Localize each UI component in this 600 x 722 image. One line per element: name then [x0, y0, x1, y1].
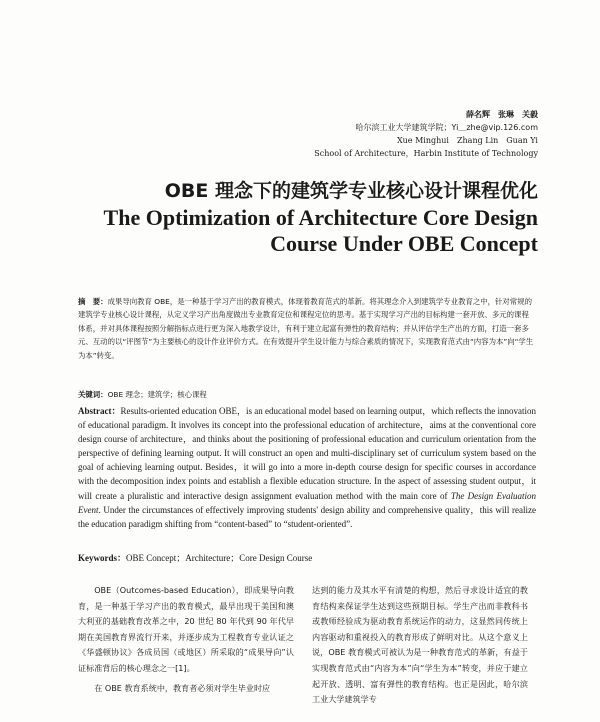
author-affiliation-zh: 哈尔滨工业大学建筑学院；Yi＿zhe@vip.126.com: [355, 123, 538, 132]
abstract-en-label: Abstract：: [78, 406, 121, 416]
abstract-zh-label: 摘 要：: [78, 297, 108, 306]
title-en-line1: The Optimization of Architecture Core Design: [103, 205, 538, 230]
keywords-en: [78, 552, 536, 565]
body-column-left: [78, 583, 294, 696]
abstract-zh: [78, 295, 536, 362]
author-names-en: Xue Minghui Zhang Lin Guan Yi: [396, 136, 538, 145]
title-zh: OBE 理念下的建筑学专业核心设计课程优化: [164, 180, 538, 202]
title-en-line2: Course Under OBE Concept: [270, 231, 538, 256]
abstract-en-italic: The Design Evaluation Event: [78, 490, 536, 515]
author-affiliation-en: School of Architecture，Harbin Institute of Technology: [314, 149, 538, 158]
body-paragraph: 达到的能力及其水平有清楚的构想，然后寻求设计适宜的教育结构来保证学生达到这些预期目标。学生产出而非教科书或教师经验成为驱动教育系统运作的动力，这显然同传统上内容驱动和重视投入的教育形成了鲜明对比。从这个意义上说，OBE 教育模式可被认为是一种教育范式的革新，有益于实现教育范式由“内容为本”向“学生为本”转变，并应于建立起开放、透明、富有弹性的教育结构。也正是因此，哈尔滨工业大学建筑学专: [312, 585, 528, 705]
body-paragraph: OBE（Outcomes-based Education），即成果导向教育，是一种基于学习产出的教育模式，最早出现于美国和澳大利亚的基础教育改革之中，20 世纪 80 年代到 90 年代早期在美国教育界流行开来，并逐步成为工程教育专业认证之《华盛顿协议》各成员国（或地区）所采取的“成果导向”认证标准背后的核心理念之一[1]。: [78, 585, 294, 673]
author-block: [314, 108, 538, 160]
keywords-zh: [78, 388, 536, 401]
abstract-zh-text: 成果导向教育 OBE，是一种基于学习产出的教育模式，体现着教育范式的革新。将其理念介入到建筑学专业教育之中，针对常规的建筑学专业核心设计课程，从定义学习产出角度做出专业教育定位和课程定位的思考。基于实现学习产出的目标构建一套开放、多元的课程体系，并对具体课程按照分解指标点进行更为深入地教学设计，有利于建立起富有弹性的教育结构；并从评估学生产出的方面，打造一套多元、互动的以“评图节”为主要核心的设计作业评价方式。在有效提升学生设计能力与综合素质的情况下，实现教育范式由“内容为本”向“学生为本”转变。: [78, 297, 534, 360]
abstract-en: [78, 404, 536, 531]
title-en: [104, 205, 538, 257]
body-paragraph: 在 OBE 教育系统中，教育者必须对学生毕业时应: [94, 682, 271, 693]
keywords-zh-label: 关键词：: [78, 390, 108, 399]
keywords-en-label: Keywords：: [78, 553, 126, 563]
keywords-zh-text: OBE 理念；建筑学；核心课程: [107, 390, 207, 399]
author-names-zh: 薛名辉 张琳 关毅: [466, 110, 538, 119]
abstract-en-text-end: . Under the circumstances of effectively improving students' design ability and comprehensive quality，this will realize the education paradigm shifting from “content-based” to “student-oriented”.: [78, 504, 536, 529]
body-column-right: [312, 583, 528, 708]
abstract-en-text: Results-oriented education OBE，is an educational model based on learning output，which reflects the innovation of educational paradigm. It involves its concept into the professional education of architecture，aims at the conventional core design course of architecture，and thinks about the positioning of professional education and curriculum orientation from the perspective of defining learning output. It will construct an open and multi-disciplinary set of curriculum system based on the goal of achieving learning output. Besides，it will go into a more in-depth course design for specific courses in accordance with the decomposition index points and establish a flexible education structure. In the aspect of assessing student output，it will create a pluralistic and interactive design assignment evaluation method with the main core of: [78, 406, 536, 501]
keywords-en-text: OBE Concept；Architecture；Core Design Course: [126, 553, 313, 563]
